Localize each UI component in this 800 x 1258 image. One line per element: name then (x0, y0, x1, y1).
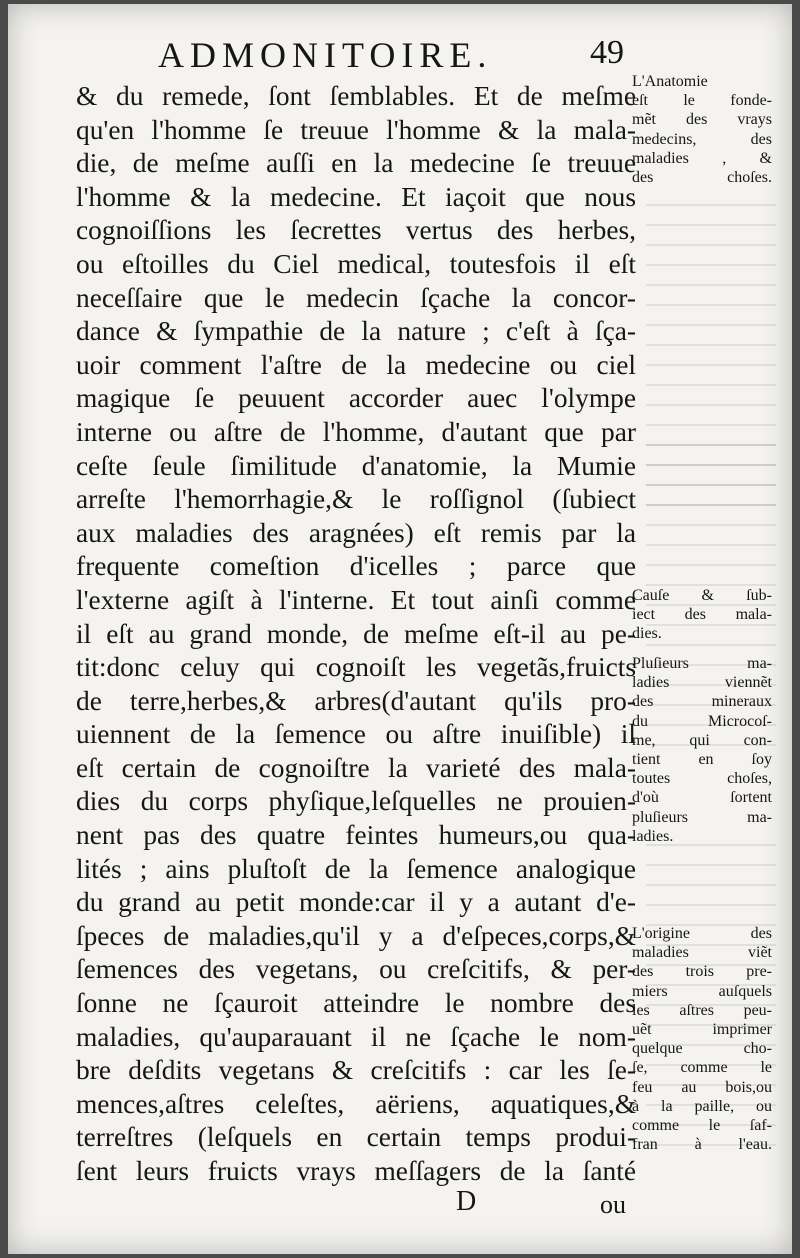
text-line: de terre,herbes,& arbres(d'autant qu'ils pro- (76, 685, 636, 716)
text-line: cognoiſſions les ſecrettes vertus des herbes, (76, 215, 636, 246)
text-line: terreſtres (leſquels en certain temps produi- (76, 1122, 636, 1153)
main-text-block (76, 80, 636, 1189)
text-line: die, de meſme auſſi en la medecine ſe treuue (76, 148, 636, 179)
margin-note-line: Pluſieurs ma- (632, 655, 772, 672)
margin-note-line: maladies viẽt (632, 944, 772, 962)
margin-note-line: eſt le fonde- (632, 92, 772, 110)
text-line: l'externe agiſt à l'interne. Et tout ainſi comme (76, 584, 636, 615)
text-line: ſpeces de maladies,qu'il y a d'eſpeces,corps,& (76, 920, 636, 951)
margin-note-line: miers auſquels (632, 982, 772, 1000)
margin-note-line: uẽt imprimer (632, 1021, 772, 1039)
margin-note-line: mẽt des vrays (632, 111, 772, 129)
text-line: ſent leurs fruicts vrays meſſagers de la ſanté (76, 1156, 636, 1186)
margin-note-line: des choſes. (632, 169, 772, 187)
margin-note-line: me, qui con- (632, 731, 772, 749)
text-line: eſt certain de cognoiſtre la varieté des mala- (76, 752, 636, 783)
margin-note-line: tient en ſoy (632, 751, 772, 769)
margin-note-mineraux (632, 654, 772, 846)
text-line: dance & ſympathie de la nature ; c'eſt à ſça- (76, 316, 636, 347)
margin-note-line: L'origine des (632, 925, 772, 942)
text-line: nent pas des quatre feintes humeurs,ou qua- (76, 820, 636, 851)
text-line: uoir comment l'aſtre de la medecine ou ciel (76, 349, 636, 380)
margin-note-anatomie (632, 72, 772, 187)
margin-note-line: L'Anatomie (632, 73, 708, 90)
text-line: uiennent de la ſemence ou aſtre inuiſible) il (76, 719, 636, 750)
text-line: frequente comeſtion d'icelles ; parce que (76, 551, 636, 582)
margin-note-line: comme le ſaf- (632, 1117, 772, 1135)
text-line: neceſſaire que le medecin ſçache la concor- (76, 282, 636, 313)
margin-note-line: dies. (632, 625, 662, 643)
text-line: & du remede, ſont ſemblables. Et de meſme (76, 81, 636, 111)
margin-note-line: des mineraux (632, 693, 772, 711)
text-line: tit:donc celuy qui cognoiſt les vegetãs,fruicts (76, 652, 636, 683)
margin-note-line: quelque cho- (632, 1040, 772, 1058)
running-title: ADMONITOIRE. (158, 35, 493, 75)
margin-note-line: fran à l'eau. (632, 1136, 772, 1154)
margin-note-line: ladies viennẽt (632, 674, 772, 692)
text-line: qu'en l'homme ſe treuue l'homme & la mala- (76, 114, 636, 145)
margin-note-line: toutes choſes, (632, 770, 772, 788)
margin-note-line: ladies. (632, 827, 674, 845)
text-line: du grand au petit monde:car il y a autant d'e- (76, 887, 636, 918)
text-line: dies du corps phyſique,leſquelles ne prouien- (76, 786, 636, 817)
margin-note-origine (632, 924, 772, 1154)
text-line: maladies, qu'auparauant il ne ſçache le nom- (76, 1021, 636, 1052)
text-line: l'homme & la medecine. Et iaçoit que nous (76, 181, 636, 212)
text-line: interne ou aſtre de l'homme, d'autant que par (76, 416, 636, 447)
margin-note-line: maladies , & (632, 149, 772, 167)
margin-note-cause (632, 586, 772, 644)
margin-note-line: du Microcoſ- (632, 712, 772, 730)
text-line: il eſt au grand monde, de meſme eſt-il au pe- (76, 618, 636, 649)
margin-note-line: medecins, des (632, 130, 772, 148)
text-line: ſemences des vegetans, ou creſcitifs, & per- (76, 954, 636, 985)
margin-note-line: Cauſe & ſub- (632, 587, 772, 604)
text-line: mences,aſtres celeſtes, aëriens, aquatiques,& (76, 1088, 636, 1119)
page-number: 49 (590, 34, 624, 71)
margin-note-line: feu au bois,ou (632, 1078, 772, 1096)
margin-note-line: iect des mala- (632, 606, 772, 624)
text-line: lités ; ains pluſtoſt de la ſemence analogique (76, 853, 636, 884)
book-page (8, 4, 792, 1254)
margin-note-line: les aſtres peu- (632, 1001, 772, 1019)
margin-note-line: pluſieurs ma- (632, 808, 772, 826)
text-line: arreſte l'hemorrhagie,& le roſſignol (ſubiect (76, 484, 636, 515)
text-line: ceſte ſeule ſimilitude d'anatomie, la Mumie (76, 450, 636, 481)
text-line: ſonne ne ſçauroit atteindre le nombre des (76, 988, 636, 1019)
text-line: bre deſdits vegetans & creſcitifs : car les ſe- (76, 1055, 636, 1086)
margin-note-line: à la paille, ou (632, 1097, 772, 1115)
text-line: aux maladies des aragnées) eſt remis par la (76, 517, 636, 548)
text-line: magique ſe peuuent accorder auec l'olympe (76, 383, 636, 414)
margin-note-line: des trois pre- (632, 963, 772, 981)
margin-note-line: ſe, comme le (632, 1059, 772, 1077)
text-line: ou eſtoilles du Ciel medical, toutesfois il eſt (76, 248, 636, 279)
margin-note-line: d'où ſortent (632, 789, 772, 807)
signature-mark: D (456, 1186, 477, 1217)
catchword: ou (600, 1190, 626, 1219)
